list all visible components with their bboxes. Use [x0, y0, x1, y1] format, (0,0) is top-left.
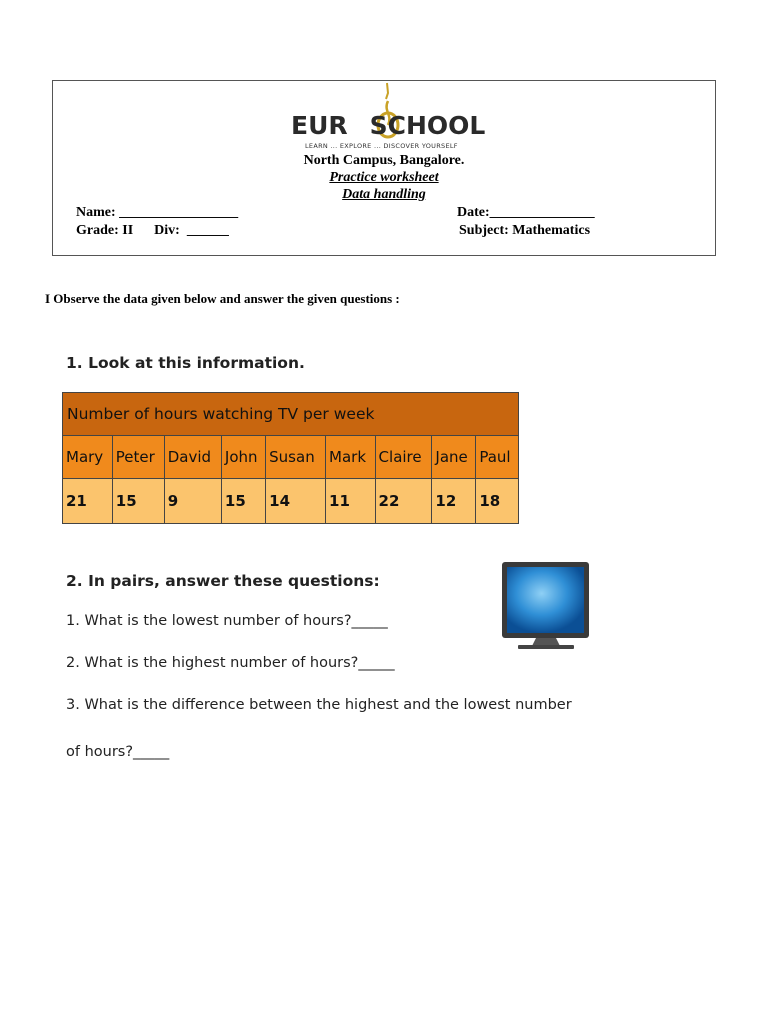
grade-div-field: Grade: II Div: ______	[76, 223, 229, 238]
tv-hours-table	[62, 392, 519, 524]
question-line-3: 3. What is the difference between the highest and the lowest number	[66, 697, 572, 713]
question-2-title: 2. In pairs, answer these questions:	[66, 572, 380, 590]
table-name-cell: Peter	[112, 436, 164, 479]
table-hours-cell: 22	[375, 479, 432, 524]
question-line-1: 1. What is the lowest number of hours?_____	[66, 613, 388, 629]
instruction-text: I Observe the data given below and answer the given questions :	[45, 291, 400, 306]
table-hours-cell: 21	[63, 479, 113, 524]
campus-name: North Campus, Bangalore.	[303, 153, 465, 168]
table-hours-cell: 9	[164, 479, 221, 524]
table-name-cell: Mary	[63, 436, 113, 479]
logo-text-left: EUR	[291, 111, 348, 140]
table-name-cell: David	[164, 436, 221, 479]
table-name-cell: Jane	[432, 436, 476, 479]
table-name-cell: John	[221, 436, 265, 479]
worksheet-topic: Data handling	[342, 187, 426, 202]
euroschool-logo	[291, 81, 487, 151]
table-hours-cell: 12	[432, 479, 476, 524]
name-field: Name: _________________	[76, 205, 239, 220]
table-name-cell: Paul	[476, 436, 519, 479]
question-1-title: 1. Look at this information.	[66, 354, 305, 372]
table-name-cell: Susan	[266, 436, 326, 479]
table-name-cell: Claire	[375, 436, 432, 479]
logo-tagline: LEARN ... EXPLORE ... DISCOVER YOURSELF	[305, 142, 458, 150]
worksheet-header	[52, 80, 716, 256]
date-field: Date:_______________	[457, 205, 595, 220]
subject-field: Subject: Mathematics	[459, 223, 591, 238]
table-hours-cell: 15	[112, 479, 164, 524]
table-name-cell: Mark	[326, 436, 376, 479]
table-caption: Number of hours watching TV per week	[63, 393, 519, 436]
worksheet-type: Practice worksheet	[329, 170, 439, 185]
table-names-row	[63, 436, 519, 479]
table-hours-row	[63, 479, 519, 524]
logo-text-right: SCHOOL	[369, 111, 486, 140]
question-line-4: of hours?_____	[66, 744, 170, 760]
table-hours-cell: 14	[266, 479, 326, 524]
tv-monitor-icon	[500, 560, 592, 652]
table-hours-cell: 18	[476, 479, 519, 524]
table-hours-cell: 15	[221, 479, 265, 524]
table-hours-cell: 11	[326, 479, 376, 524]
logo-wordmark	[291, 111, 487, 141]
question-line-2: 2. What is the highest number of hours?_____	[66, 655, 395, 671]
